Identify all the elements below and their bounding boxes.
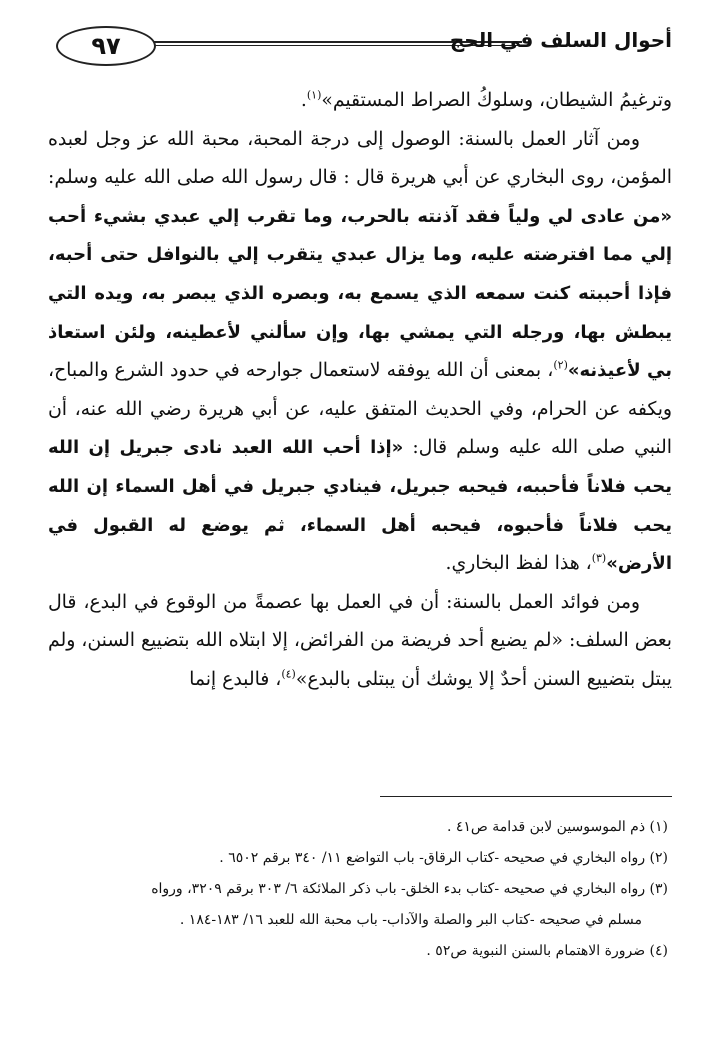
- paragraph-1-end: .: [300, 90, 307, 111]
- body-text: [48, 82, 672, 700]
- paragraph-2: [48, 121, 672, 584]
- footnote-separator: [380, 796, 672, 797]
- page-number: ٩٧: [56, 26, 156, 66]
- paragraph-3: [48, 584, 672, 700]
- footnote-ref-1: (١): [306, 88, 322, 102]
- paragraph-2-end: ، هذا لفظ البخاري.: [445, 553, 592, 575]
- paragraph-2-middle: ، بمعنى أن الله يوفقه لاستعمال جوارحه في حدود الشرع والمباح، ويكفه عن الحرام، وفي الحديث المتفق عليه، عن أبي هريرة رضي الله عنه، أن النبي صلى الله عليه وسلم قال:: [48, 360, 672, 459]
- footnote-2: (٢) رواه البخاري في صحيحه -كتاب الرقاق- باب التواضع ١١/ ٣٤٠ برقم ٦٥٠٢ .: [219, 850, 668, 866]
- footnote-ref-4: (٤): [281, 667, 296, 681]
- running-head: أحوال السلف في الحج: [449, 28, 672, 52]
- footnote-ref-2: (٢): [553, 358, 568, 372]
- paragraph-2-intro: ومن آثار العمل بالسنة: الوصول إلى درجة المحبة، محبة الله عز وجل لعبده المؤمن، روى البخاري عن أبي هريرة قال : قال رسول الله صلى الله عليه وسلم:: [48, 128, 672, 189]
- footnote-3: (٣) رواه البخاري في صحيحه -كتاب بدء الخلق- باب ذكر الملائكة ٦/ ٣٠٣ برقم ٣٢٠٩، ورواه: [151, 881, 668, 897]
- paragraph-3-end: ، فالبدع إنما: [189, 668, 282, 690]
- hadith-2: «إذا أحب الله العبد نادى جبريل إن الله يحب فلاناً فأحببه، فيحبه جبريل، فينادي جبريل في أهل السماء إن الله يحب فلاناً فأحبوه، فيحبه أهل السماء، ثم يوضع له القبول في الأرض»: [48, 437, 672, 575]
- footnote-3-continued: مسلم في صحيحه -كتاب البر والصلة والآداب- باب محبة الله للعبد ١٦/ ١٨٣-١٨٤ .: [179, 912, 642, 928]
- paragraph-1-text: وترغيمُ الشيطان، وسلوكُ الصراط المستقيم»: [321, 90, 672, 111]
- footnotes: [48, 812, 668, 967]
- hadith-1: «من عادى لي ولياً فقد آذنته بالحرب، وما تقرب إلي عبدي بشيء أحب إلي مما افترضته عليه، وما يزال عبدي يتقرب إلي بالنوافل حتى أحبه، فإذا أحببته كنت سمعه الذي يسمع به، وبصره الذي يبصر به، ويده التي يبطش بها، ورجله التي يمشي بها، وإن سألني لأعطينه، ولئن استعاذ بي لأعيذنه»: [48, 205, 672, 382]
- footnote-4: (٤) ضرورة الاهتمام بالسنن النبوية ص٥٢ .: [426, 943, 668, 959]
- paragraph-3-text: ومن فوائد العمل بالسنة: أن في العمل بها عصمةً من الوقوع في البدع، قال بعض السلف: «لم يضيع أحد فريضة من الفرائض، إلا ابتلاه الله بتضييع السنن، ولم يبتل بتضييع السنن أحدٌ إلا يوشك أن يبتلى بالبدع»: [48, 591, 672, 690]
- footnote-1: (١) ذم الموسوسين لابن قدامة ص٤١ .: [446, 819, 668, 835]
- page-header: [44, 22, 672, 66]
- paragraph-1: [48, 82, 672, 121]
- footnote-ref-3: (٣): [591, 551, 607, 565]
